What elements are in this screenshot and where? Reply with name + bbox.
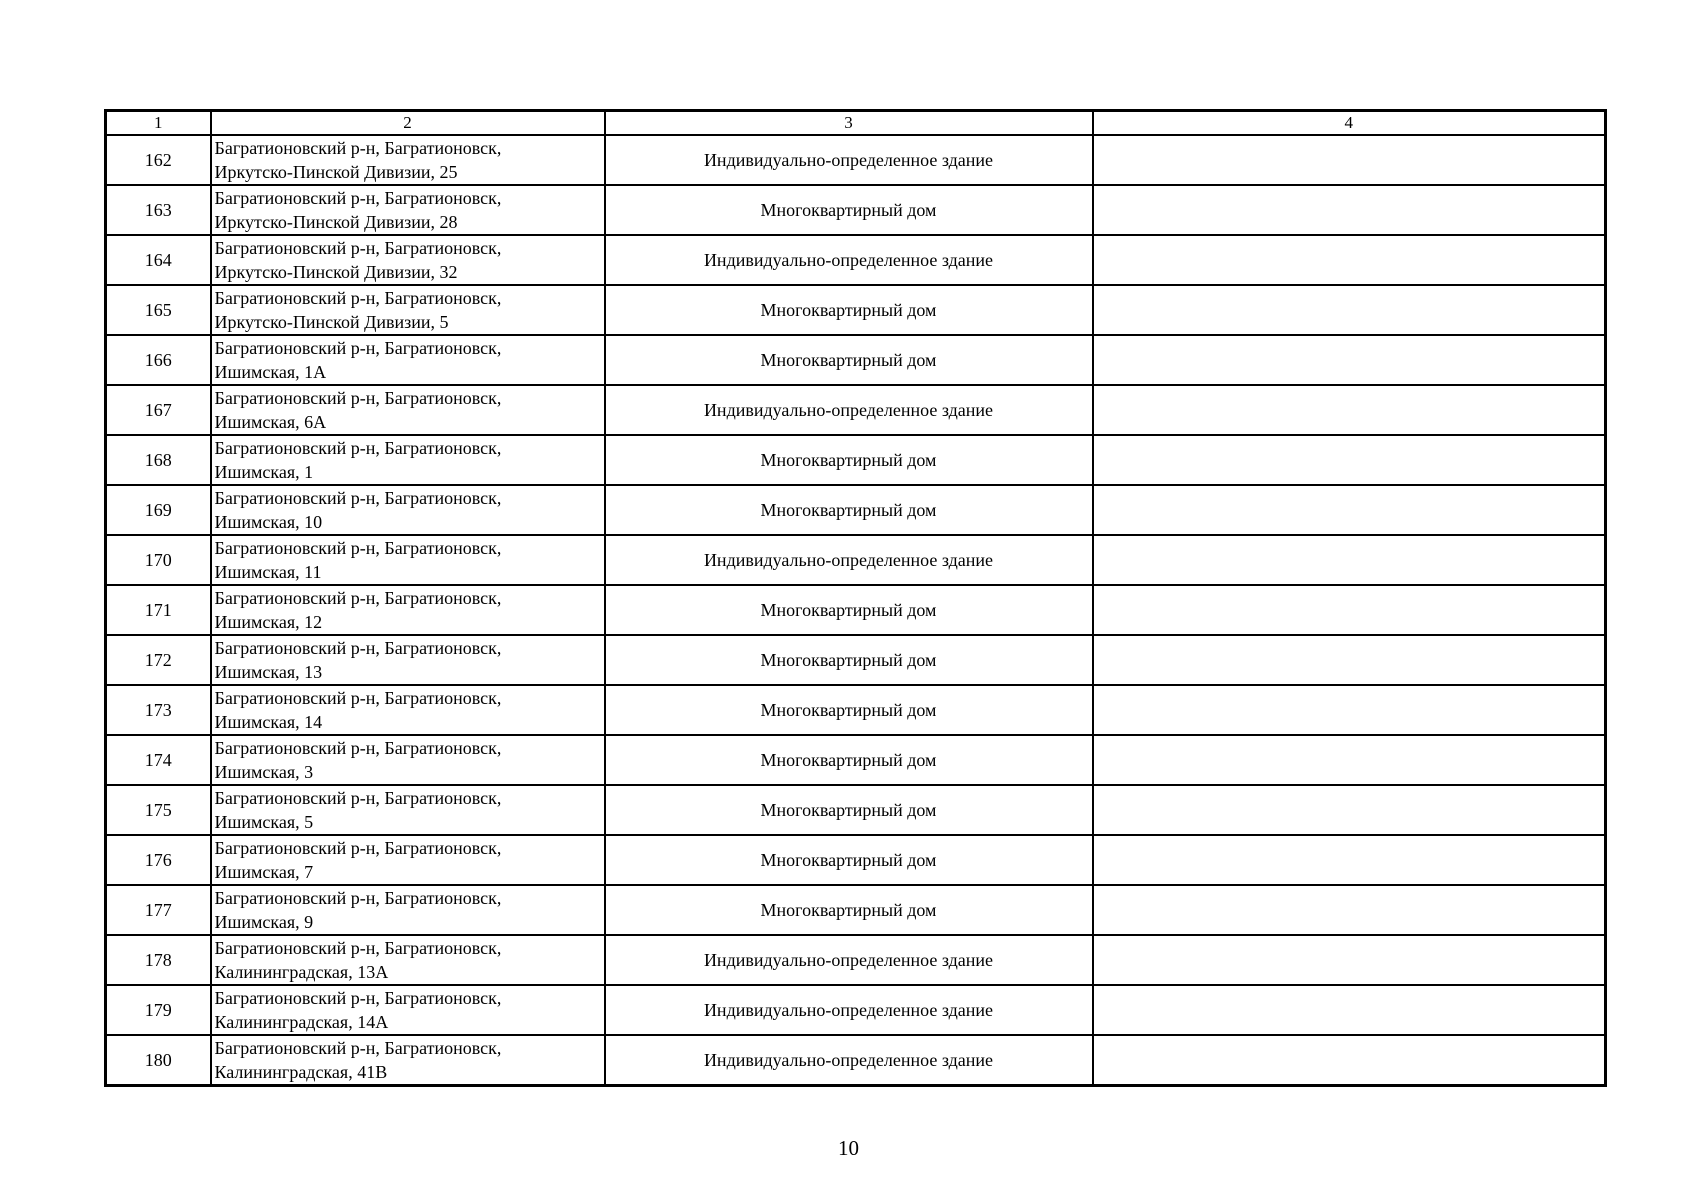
empty-cell [1093, 585, 1606, 635]
address-line-2: Ишимская, 3 [214, 762, 314, 782]
address-line-2: Ишимская, 5 [214, 812, 314, 832]
address-line-1: Багратионовский р-н, Багратионовск, [214, 938, 502, 958]
building-type-cell: Индивидуально-определенное здание [605, 135, 1093, 185]
row-number: 164 [106, 235, 211, 285]
table-row [106, 785, 1606, 835]
building-type-cell: Индивидуально-определенное здание [605, 1035, 1093, 1086]
address-line-2: Ишимская, 13 [214, 662, 323, 682]
address-cell [211, 335, 605, 385]
building-type-cell: Индивидуально-определенное здание [605, 385, 1093, 435]
address-line-2: Ишимская, 1 [214, 462, 314, 482]
address-line-1: Багратионовский р-н, Багратионовск, [214, 338, 502, 358]
empty-cell [1093, 235, 1606, 285]
row-number: 165 [106, 285, 211, 335]
address-line-2: Калининградская, 13А [214, 962, 389, 982]
address-cell [211, 1035, 605, 1086]
address-line-2: Ишимская, 11 [214, 562, 322, 582]
row-number: 168 [106, 435, 211, 485]
table-row [106, 335, 1606, 385]
row-number: 178 [106, 935, 211, 985]
row-number: 173 [106, 685, 211, 735]
address-line-2: Калининградская, 41В [214, 1062, 388, 1082]
header-col-2: 2 [211, 111, 605, 136]
table-row [106, 135, 1606, 185]
address-line-1: Багратионовский р-н, Багратионовск, [214, 838, 502, 858]
row-number: 172 [106, 635, 211, 685]
address-cell [211, 885, 605, 935]
empty-cell [1093, 285, 1606, 335]
address-line-2: Иркутско-Пинской Дивизии, 32 [214, 262, 458, 282]
building-type-cell: Многоквартирный дом [605, 685, 1093, 735]
address-line-1: Багратионовский р-н, Багратионовск, [214, 388, 502, 408]
address-cell [211, 135, 605, 185]
empty-cell [1093, 435, 1606, 485]
table-row [106, 735, 1606, 785]
header-row [106, 111, 1606, 136]
address-line-1: Багратионовский р-н, Багратионовск, [214, 238, 502, 258]
building-type-cell: Многоквартирный дом [605, 885, 1093, 935]
address-cell [211, 985, 605, 1035]
empty-cell [1093, 535, 1606, 585]
building-type-cell: Индивидуально-определенное здание [605, 935, 1093, 985]
row-number: 170 [106, 535, 211, 585]
table-row [106, 885, 1606, 935]
row-number: 177 [106, 885, 211, 935]
table-row [106, 535, 1606, 585]
empty-cell [1093, 685, 1606, 735]
address-cell [211, 735, 605, 785]
building-type-cell: Многоквартирный дом [605, 635, 1093, 685]
address-cell [211, 435, 605, 485]
table-row [106, 585, 1606, 635]
address-line-2: Ишимская, 1А [214, 362, 327, 382]
row-number: 166 [106, 335, 211, 385]
address-line-1: Багратионовский р-н, Багратионовск, [214, 988, 502, 1008]
address-line-1: Багратионовский р-н, Багратионовск, [214, 588, 502, 608]
building-type-cell: Индивидуально-определенное здание [605, 985, 1093, 1035]
row-number: 167 [106, 385, 211, 435]
row-number: 179 [106, 985, 211, 1035]
address-line-2: Ишимская, 14 [214, 712, 323, 732]
address-cell [211, 185, 605, 235]
building-type-cell: Многоквартирный дом [605, 785, 1093, 835]
address-cell [211, 585, 605, 635]
table-row [106, 235, 1606, 285]
empty-cell [1093, 1035, 1606, 1086]
empty-cell [1093, 785, 1606, 835]
row-number: 175 [106, 785, 211, 835]
empty-cell [1093, 735, 1606, 785]
address-line-1: Багратионовский р-н, Багратионовск, [214, 738, 502, 758]
row-number: 171 [106, 585, 211, 635]
building-type-cell: Многоквартирный дом [605, 185, 1093, 235]
address-cell [211, 535, 605, 585]
row-number: 176 [106, 835, 211, 885]
address-cell [211, 285, 605, 335]
building-type-cell: Индивидуально-определенное здание [605, 535, 1093, 585]
address-line-1: Багратионовский р-н, Багратионовск, [214, 688, 502, 708]
empty-cell [1093, 935, 1606, 985]
address-line-2: Иркутско-Пинской Дивизии, 5 [214, 312, 449, 332]
building-type-cell: Многоквартирный дом [605, 585, 1093, 635]
table-row [106, 485, 1606, 535]
address-line-1: Багратионовский р-н, Багратионовск, [214, 288, 502, 308]
table-row [106, 935, 1606, 985]
header-col-4: 4 [1093, 111, 1606, 136]
address-cell [211, 485, 605, 535]
address-cell [211, 935, 605, 985]
address-cell [211, 385, 605, 435]
address-cell [211, 835, 605, 885]
address-line-1: Багратионовский р-н, Багратионовск, [214, 888, 502, 908]
empty-cell [1093, 835, 1606, 885]
empty-cell [1093, 135, 1606, 185]
table-row [106, 385, 1606, 435]
header-col-1: 1 [106, 111, 211, 136]
row-number: 162 [106, 135, 211, 185]
building-type-cell: Многоквартирный дом [605, 435, 1093, 485]
row-number: 180 [106, 1035, 211, 1086]
building-type-cell: Многоквартирный дом [605, 335, 1093, 385]
page-number: 10 [838, 1136, 859, 1160]
address-line-2: Ишимская, 9 [214, 912, 314, 932]
table-header [106, 111, 1606, 136]
empty-cell [1093, 185, 1606, 235]
address-line-2: Ишимская, 12 [214, 612, 323, 632]
row-number: 174 [106, 735, 211, 785]
table-body [106, 135, 1606, 1086]
table-row [106, 1035, 1606, 1086]
table-row [106, 635, 1606, 685]
address-line-2: Иркутско-Пинской Дивизии, 25 [214, 162, 458, 182]
address-line-1: Багратионовский р-н, Багратионовск, [214, 638, 502, 658]
empty-cell [1093, 885, 1606, 935]
address-cell [211, 785, 605, 835]
address-line-2: Ишимская, 6А [214, 412, 327, 432]
building-type-cell: Многоквартирный дом [605, 835, 1093, 885]
address-line-1: Багратионовский р-н, Багратионовск, [214, 188, 502, 208]
table-row [106, 835, 1606, 885]
table-row [106, 435, 1606, 485]
empty-cell [1093, 985, 1606, 1035]
table-row [106, 685, 1606, 735]
empty-cell [1093, 485, 1606, 535]
address-cell [211, 635, 605, 685]
table-row [106, 185, 1606, 235]
address-cell [211, 685, 605, 735]
address-line-1: Багратионовский р-н, Багратионовск, [214, 788, 502, 808]
address-line-2: Калининградская, 14А [214, 1012, 389, 1032]
row-number: 169 [106, 485, 211, 535]
table-row [106, 985, 1606, 1035]
address-line-2: Ишимская, 7 [214, 862, 314, 882]
address-cell [211, 235, 605, 285]
address-line-1: Багратионовский р-н, Багратионовск, [214, 488, 502, 508]
building-type-cell: Многоквартирный дом [605, 485, 1093, 535]
empty-cell [1093, 635, 1606, 685]
address-line-2: Иркутско-Пинской Дивизии, 28 [214, 212, 458, 232]
building-type-cell: Многоквартирный дом [605, 735, 1093, 785]
building-type-cell: Многоквартирный дом [605, 285, 1093, 335]
address-line-1: Багратионовский р-н, Багратионовск, [214, 438, 502, 458]
address-line-1: Багратионовский р-н, Багратионовск, [214, 538, 502, 558]
empty-cell [1093, 335, 1606, 385]
address-line-1: Багратионовский р-н, Багратионовск, [214, 1038, 502, 1058]
row-number: 163 [106, 185, 211, 235]
address-line-1: Багратионовский р-н, Багратионовск, [214, 138, 502, 158]
header-col-3: 3 [605, 111, 1093, 136]
building-type-cell: Индивидуально-определенное здание [605, 235, 1093, 285]
address-line-2: Ишимская, 10 [214, 512, 323, 532]
registry-table [104, 109, 1607, 1087]
table-row [106, 285, 1606, 335]
empty-cell [1093, 385, 1606, 435]
